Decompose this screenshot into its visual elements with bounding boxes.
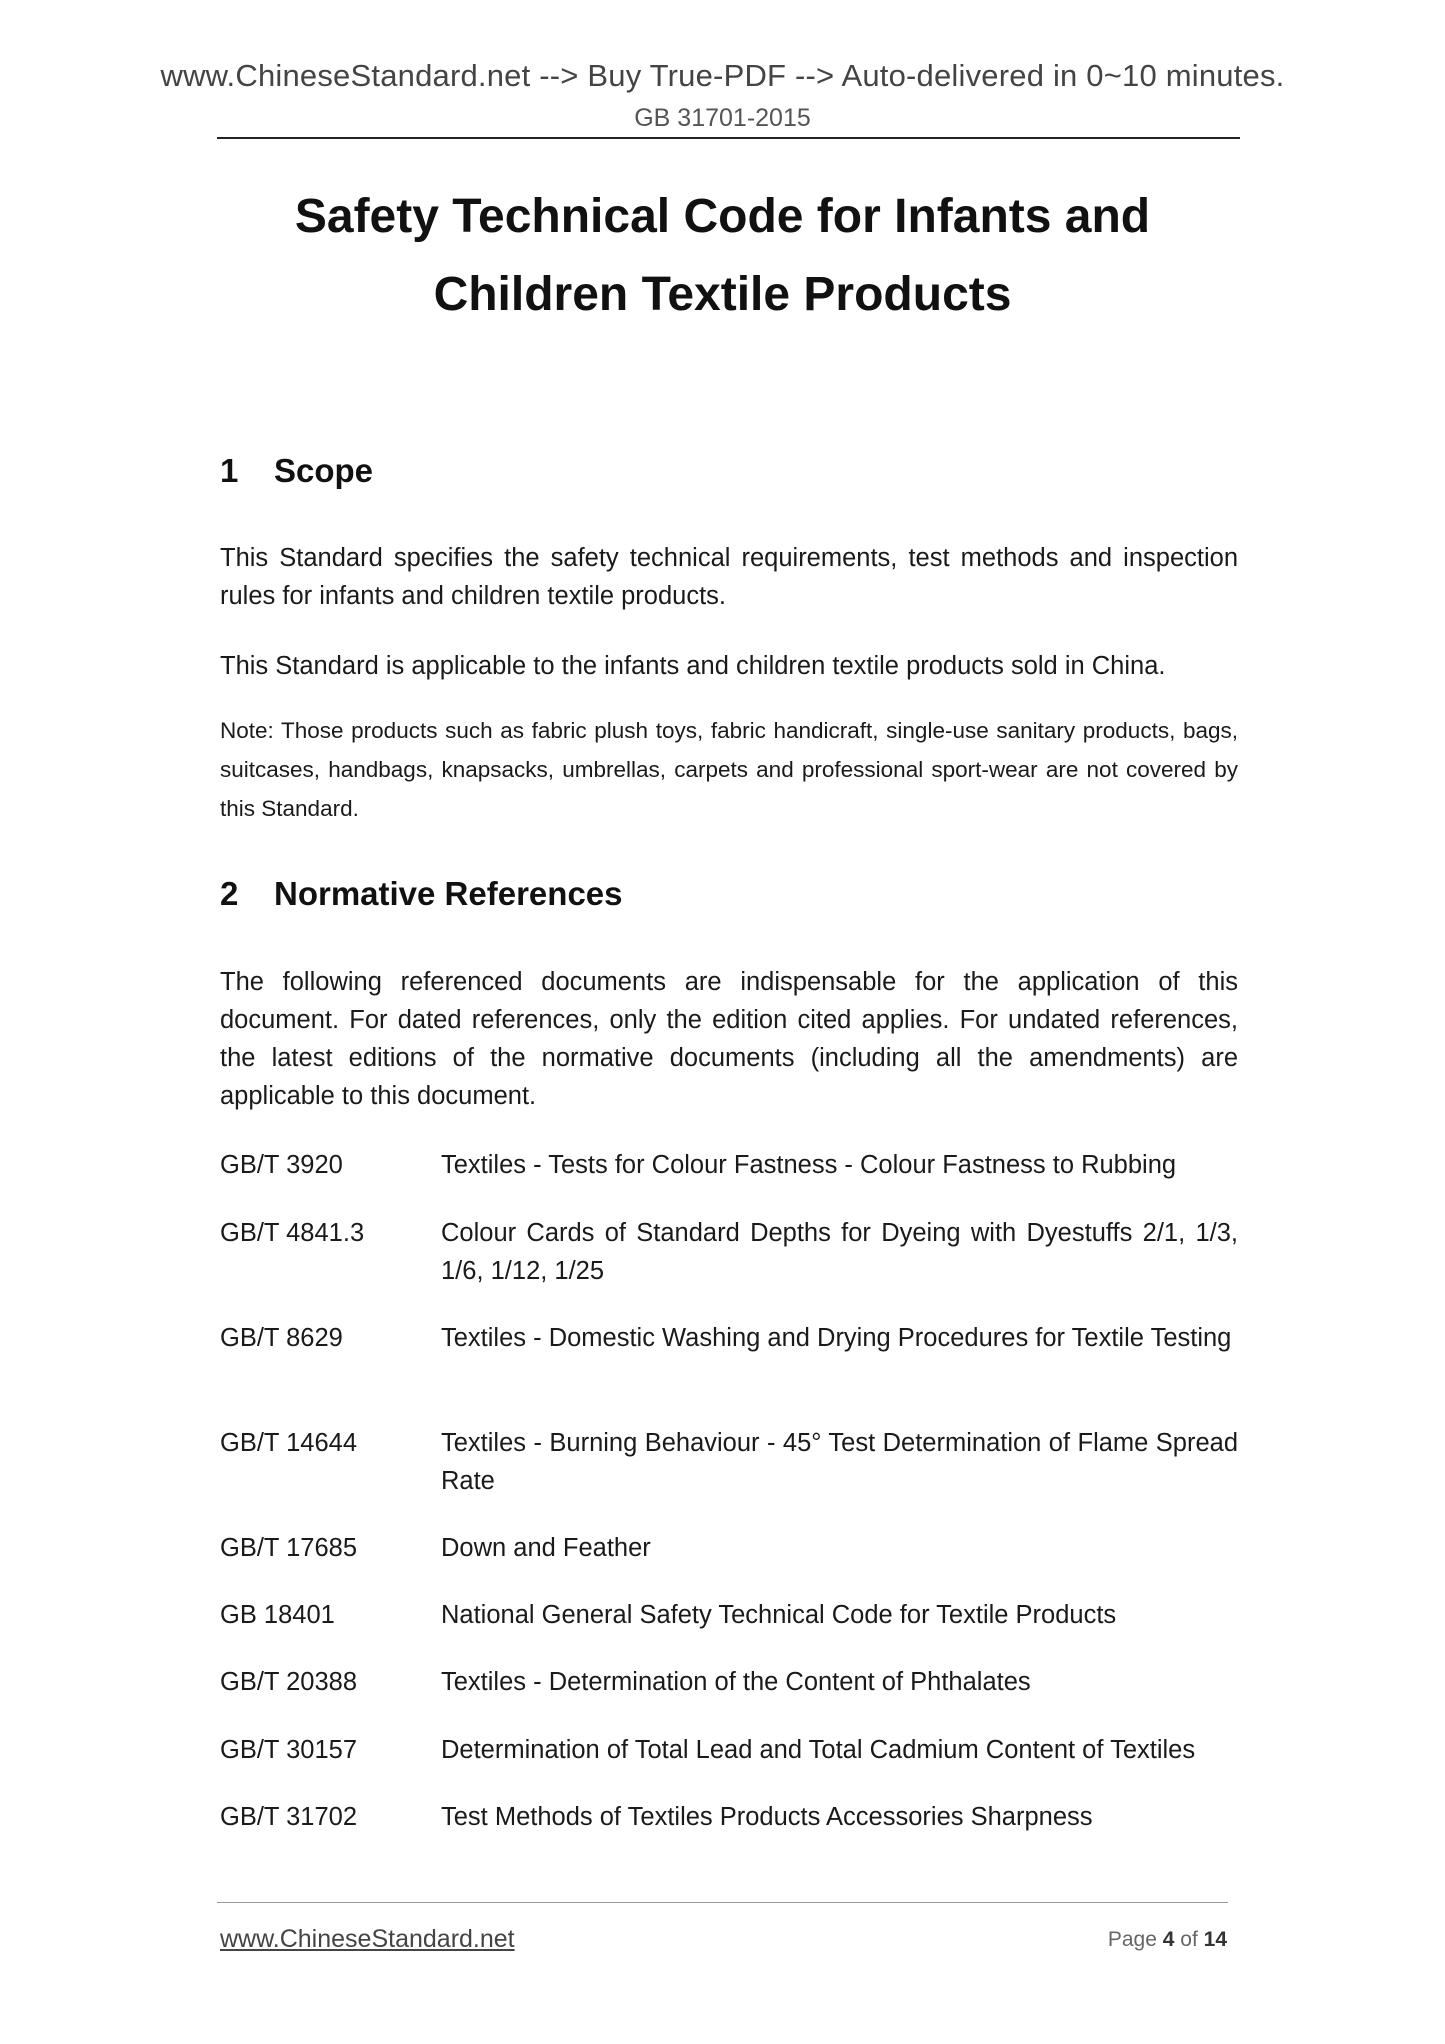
reference-code: GB/T 8629 [220, 1324, 343, 1352]
scope-note: Note: Those products such as fabric plush toys, fabric handicraft, single-use sanitary products, bags, suitcases, handbags, knapsacks, umbrellas, carpets and professional sport-wear are not covered by this Standard. [220, 718, 1238, 821]
reference-title: Test Methods of Textiles Products Accessories Sharpness [441, 1803, 1093, 1831]
footer-website-link[interactable]: www.ChineseStandard.net [220, 1925, 515, 1953]
header-banner: www.ChineseStandard.net --> Buy True-PDF --> Auto-delivered in 0~10 minutes. [160, 58, 1285, 93]
reference-code: GB/T 17685 [220, 1534, 358, 1562]
reference-code: GB 18401 [220, 1601, 335, 1629]
reference-code: GB/T 14644 [220, 1429, 358, 1457]
references-intro: The following referenced documents are indispensable for the application of this document. For dated references, only the edition cited applies. For undated references, the latest editions of the normative documents (including all the amendments) are applicable to this document. [220, 968, 1238, 1110]
page-current: 4 [1162, 1928, 1175, 1951]
scope-paragraph-1: This Standard specifies the safety technical requirements, test methods and inspection rules for infants and children textile products. [220, 544, 1238, 610]
reference-title: Textiles - Tests for Colour Fastness - Colour Fastness to Rubbing [441, 1151, 1177, 1179]
section-2-title: Normative References [274, 875, 623, 912]
reference-title: Colour Cards of Standard Depths for Dyeing with Dyestuffs 2/1, 1/3, 1/6, 1/12, 1/25 [441, 1219, 1238, 1285]
reference-code: GB/T 4841.3 [220, 1219, 365, 1247]
title-line-1: Safety Technical Code for Infants and [294, 190, 1151, 243]
section-2-number: 2 [220, 875, 239, 912]
section-1-number: 1 [220, 452, 239, 489]
page-of: of [1180, 1928, 1198, 1951]
reference-code: GB/T 30157 [220, 1736, 358, 1764]
section-1-title: Scope [274, 452, 374, 489]
page-label: Page [1107, 1928, 1157, 1951]
reference-title: Textiles - Domestic Washing and Drying Procedures for Textile Testing [441, 1324, 1232, 1352]
section-2-heading [220, 875, 623, 913]
reference-code: GB/T 3920 [220, 1151, 343, 1179]
scope-paragraph-2: This Standard is applicable to the infants and children textile products sold in China. [220, 652, 1166, 680]
document-id: GB 31701-2015 [634, 104, 811, 132]
header-divider [217, 137, 1240, 139]
reference-title: Down and Feather [441, 1534, 651, 1562]
reference-title: National General Safety Technical Code for Textile Products [441, 1601, 1117, 1629]
footer-divider [217, 1902, 1228, 1903]
page-total: 14 [1203, 1928, 1227, 1951]
section-1-heading [220, 452, 373, 490]
reference-code: GB/T 31702 [220, 1803, 358, 1831]
reference-title: Determination of Total Lead and Total Cadmium Content of Textiles [441, 1736, 1196, 1764]
page-title [170, 178, 1275, 334]
page-number [1100, 1928, 1227, 1952]
reference-title: Textiles - Determination of the Content of Phthalates [441, 1668, 1031, 1696]
title-line-2: Children Textile Products [433, 268, 1012, 321]
reference-title: Textiles - Burning Behaviour - 45° Test Determination of Flame Spread Rate [441, 1429, 1238, 1495]
reference-code: GB/T 20388 [220, 1668, 358, 1696]
